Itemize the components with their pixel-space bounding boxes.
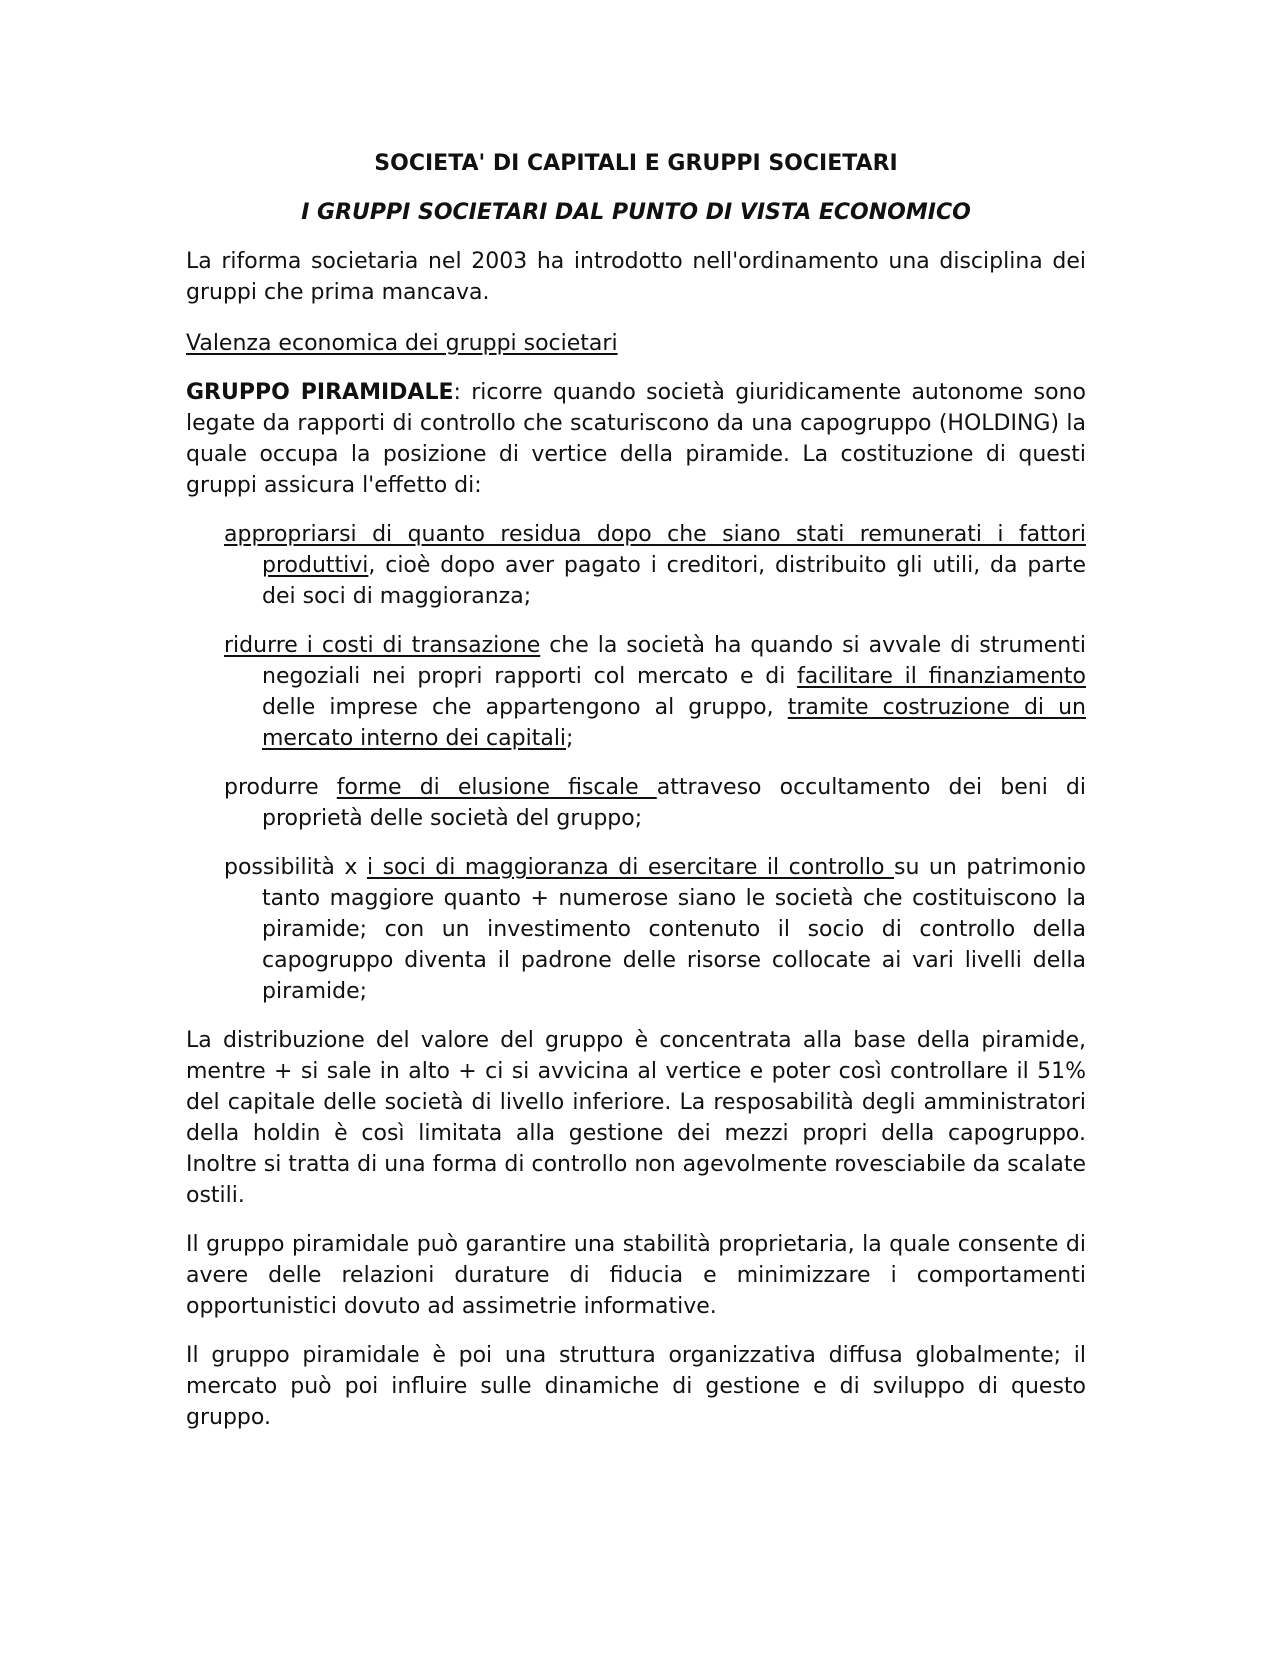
list-item-text: produrre (224, 775, 337, 800)
document-subtitle: I GRUPPI SOCIETARI DAL PUNTO DI VISTA ECONOMICO (301, 200, 971, 225)
list-item (224, 852, 1086, 1007)
section-heading (186, 328, 1086, 359)
list-item-text: ; (566, 726, 574, 751)
pyramid-definition-paragraph (186, 377, 1086, 501)
pyramid-term: GRUPPO PIRAMIDALE (186, 380, 454, 405)
pyramid-definition: : ricorre quando società giuridicamente autonome sono legate da rapporti di controllo che scaturiscono da una capogruppo (HOLDING) la quale occupa la posizione di vertice della piramide. La costituzione di questi gruppi assicura l'effetto di: (186, 380, 1086, 498)
list-item (224, 630, 1086, 754)
effects-list (186, 519, 1086, 1007)
list-item-text: su un patrimonio tanto maggiore quanto + numerose siano le società che costituiscono la piramide; con un investimento contenuto il socio di controllo della capogruppo diventa il padrone delle risorse collocate ai vari livelli della piramide; (262, 855, 1086, 1004)
body-paragraph: La distribuzione del valore del gruppo è concentrata alla base della piramide, mentre + si sale in alto + ci si avvicina al vertice e poter così controllare il 51% del capitale delle società di livello inferiore. La resposabilità degli amministratori della holdin è così limitata alla gestione dei mezzi propri della capogruppo. Inoltre si tratta di una forma di controllo non agevolmente rovesciabile da scalate ostili. (186, 1028, 1086, 1208)
underlined-phrase: ridurre i costi di transazione (224, 633, 541, 658)
list-item-text: delle imprese che appartengono al gruppo, (262, 695, 788, 720)
list-item-text: , cioè dopo aver pagato i creditori, distribuito gli utili, da parte dei soci di maggioranza; (262, 553, 1086, 609)
document-title: SOCIETA' DI CAPITALI E GRUPPI SOCIETARI (374, 151, 898, 176)
underlined-phrase: tramite costruzione di un mercato interno dei capitali (262, 695, 1087, 751)
intro-paragraph: La riforma societaria nel 2003 ha introdotto nell'ordinamento una disciplina dei gruppi che prima mancava. (186, 249, 1086, 305)
list-item (224, 772, 1086, 834)
underlined-phrase: forme di elusione fiscale (336, 775, 657, 800)
document-page (186, 140, 1086, 1433)
list-item-text: attraveso occultamento dei beni di proprietà delle società del gruppo; (262, 775, 1086, 831)
underlined-phrase: i soci di maggioranza di esercitare il controllo (366, 855, 894, 880)
underlined-phrase: appropriarsi di quanto residua dopo che siano stati remunerati i fattori produttivi (224, 522, 1086, 578)
underlined-phrase: facilitare il finanziamento (797, 664, 1086, 689)
body-paragraph: Il gruppo piramidale è poi una struttura organizzativa diffusa globalmente; il mercato può poi influire sulle dinamiche di gestione e di sviluppo di questo gruppo. (186, 1343, 1086, 1430)
section-heading-text: Valenza economica dei gruppi societari (186, 331, 618, 356)
list-item-text: che la società ha quando si avvale di strumenti negoziali nei propri rapporti col mercato e di (262, 633, 1086, 689)
list-item (224, 519, 1086, 612)
body-paragraph: Il gruppo piramidale può garantire una stabilità proprietaria, la quale consente di avere delle relazioni durature di fiducia e minimizzare i comportamenti opportunistici dovuto ad assimetrie informative. (186, 1232, 1086, 1319)
list-item-text: possibilità x (224, 855, 367, 880)
